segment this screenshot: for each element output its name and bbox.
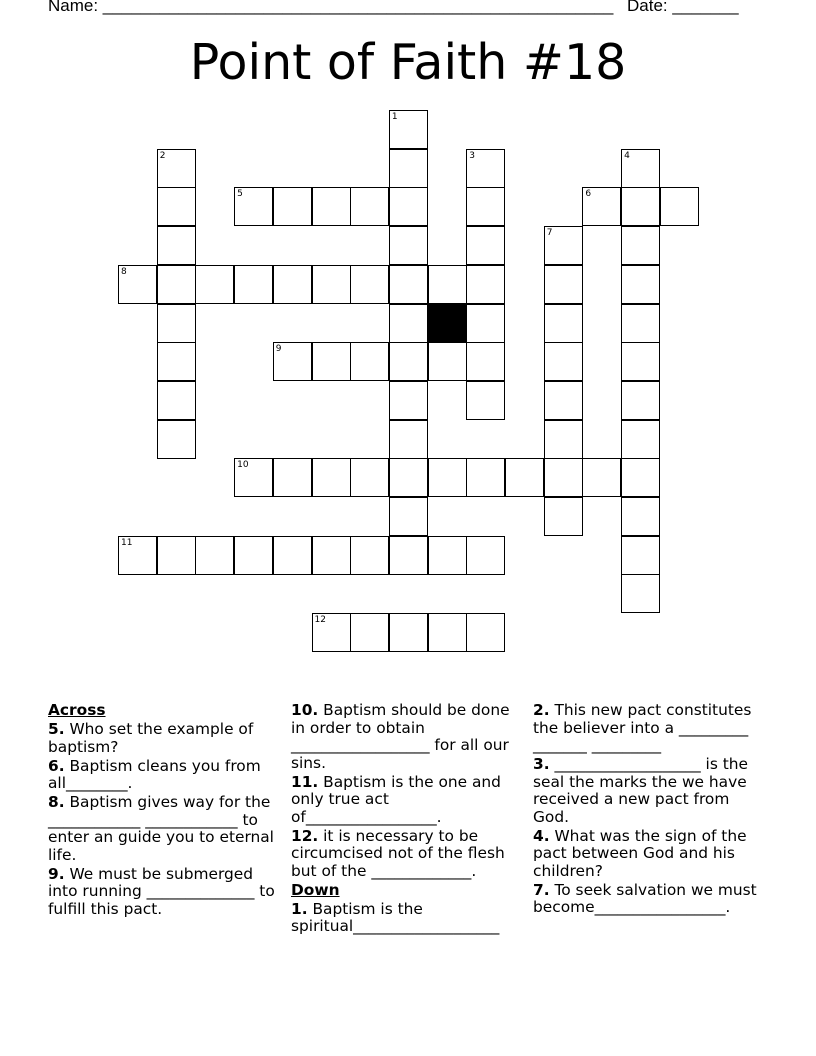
clue-text: We must be submerged into running ______________ to fulfill this pact.: [48, 864, 275, 918]
clue-number-label: 9.: [48, 864, 65, 883]
grid-cell: [389, 497, 428, 536]
date-field-label: Date: _______: [627, 0, 739, 15]
clue-item: [533, 828, 765, 881]
clue-number-label: 10.: [291, 701, 319, 719]
blocked-cell: [428, 304, 467, 343]
grid-cell: [312, 458, 351, 497]
grid-cell: [544, 265, 583, 304]
grid-cell: [273, 458, 312, 497]
clue-number: 2: [159, 150, 166, 161]
grid-cell: [466, 381, 505, 420]
clue-item: [291, 828, 523, 881]
grid-cell: [389, 613, 428, 652]
clue-item: [48, 866, 280, 919]
grid-cell: [350, 536, 389, 575]
grid-cell: [466, 265, 505, 304]
clue-text: Baptism cleans you from all________.: [48, 756, 261, 792]
clue-text: Baptism is the one and only true act of_________________.: [291, 772, 501, 826]
grid-cell: [544, 458, 583, 497]
clue-number-label: 8.: [48, 793, 65, 811]
grid-cell: [389, 304, 428, 343]
grid-cell: [273, 187, 312, 226]
grid-cell: [466, 536, 505, 575]
grid-cell: [428, 342, 467, 381]
grid-cell: [389, 265, 428, 304]
section-heading: Down: [291, 880, 340, 899]
grid-cell: [118, 536, 157, 575]
grid-cell: [621, 149, 660, 188]
clue-number-label: 4.: [533, 826, 550, 845]
clues-column-3: [533, 702, 765, 918]
grid-cell: [350, 265, 389, 304]
grid-cell: [157, 536, 196, 575]
grid-cell: [350, 458, 389, 497]
grid-cell: [544, 381, 583, 420]
grid-cell: [428, 613, 467, 652]
grid-cell: [234, 187, 273, 226]
clue-number: 4: [624, 150, 630, 161]
clues-column-2: [291, 702, 523, 937]
grid-cell: [544, 420, 583, 459]
grid-cell: [544, 342, 583, 381]
clue-number: 11: [121, 537, 133, 548]
grid-cell: [466, 613, 505, 652]
grid-cell: [389, 420, 428, 459]
clue-text: Baptism should be done in order to obtain __________________ for all our sins.: [291, 701, 510, 772]
page-title: Point of Faith #18: [189, 34, 627, 91]
grid-cell: [621, 420, 660, 459]
clue-number-label: 6.: [48, 756, 65, 775]
grid-cell: [466, 304, 505, 343]
clue-number-label: 11.: [291, 772, 319, 791]
clue-text: What was the sign of the pact between God and his children?: [533, 826, 747, 880]
clue-text: Who set the example of baptism?: [48, 720, 254, 756]
grid-cell: [312, 187, 351, 226]
clue-number-label: 3.: [533, 755, 550, 773]
grid-cell: [621, 226, 660, 265]
grid-cell: [350, 187, 389, 226]
grid-cell: [389, 458, 428, 497]
grid-cell: [389, 110, 428, 149]
grid-cell: [428, 536, 467, 575]
clue-number: 12: [314, 615, 326, 626]
section-heading: Across: [48, 701, 106, 719]
clue-text: Baptism gives way for the ____________ ____________ to enter an guide you to eternal life.: [48, 793, 274, 864]
clue-text: This new pact constitutes the believer into a _________ _______ _________: [533, 701, 752, 754]
clues-column-1: [48, 702, 280, 920]
grid-cell: [157, 265, 196, 304]
grid-cell: [621, 265, 660, 304]
grid-cell: [157, 381, 196, 420]
clue-item: [48, 794, 280, 864]
grid-cell: [660, 187, 699, 226]
name-field-label: Name: ______________________________________________________: [48, 0, 614, 15]
grid-cell: [312, 613, 351, 652]
clue-number: 1: [391, 112, 398, 122]
grid-cell: [428, 265, 467, 304]
grid-cell: [234, 265, 273, 304]
grid-cell: [273, 342, 312, 381]
clue-text: it is necessary to be circumcised not of the flesh but of the _____________.: [291, 826, 505, 880]
clue-item: [291, 774, 523, 827]
grid-cell: [157, 304, 196, 343]
grid-cell: [621, 381, 660, 420]
grid-cell: [157, 187, 196, 226]
clue-number: 9: [275, 344, 282, 355]
grid-cell: [273, 536, 312, 575]
grid-cell: [621, 458, 660, 497]
grid-cell: [195, 536, 234, 575]
grid-cell: [466, 342, 505, 381]
clue-item: [291, 901, 523, 936]
clue-item: [533, 882, 765, 917]
grid-cell: [466, 458, 505, 497]
grid-cell: [118, 265, 157, 304]
grid-cell: [428, 458, 467, 497]
grid-cell: [389, 381, 428, 420]
grid-cell: [544, 497, 583, 536]
grid-cell: [389, 226, 428, 265]
clue-number: 3: [469, 150, 476, 161]
clue-item: [48, 721, 280, 756]
grid-cell: [157, 149, 196, 188]
grid-cell: [389, 187, 428, 226]
grid-cell: [234, 458, 273, 497]
clue-item: [533, 756, 765, 826]
clue-number: 5: [237, 189, 243, 200]
grid-cell: [505, 458, 544, 497]
clue-number: 7: [546, 228, 553, 239]
grid-cell: [389, 536, 428, 575]
clue-number: 6: [585, 189, 592, 200]
clue-number: 10: [237, 460, 249, 471]
grid-cell: [466, 187, 505, 226]
grid-cell: [312, 265, 351, 304]
clue-item: [48, 758, 280, 793]
clue-text: To seek salvation we must become_________________.: [533, 880, 757, 916]
grid-cell: [544, 226, 583, 265]
grid-cell: [273, 265, 312, 304]
clue-number-label: 2.: [533, 701, 550, 719]
grid-cell: [157, 420, 196, 459]
grid-cell: [621, 574, 660, 613]
grid-cell: [195, 265, 234, 304]
clue-number-label: 1.: [291, 899, 308, 918]
clue-number: 8: [121, 266, 127, 277]
grid-cell: [544, 304, 583, 343]
grid-cell: [350, 613, 389, 652]
grid-cell: [621, 304, 660, 343]
clue-number-label: 7.: [533, 880, 550, 899]
clue-item: [533, 702, 765, 755]
clue-text: ___________________ is the seal the marks the we have received a new pact from God.: [533, 755, 749, 826]
grid-cell: [157, 226, 196, 265]
grid-cell: [234, 536, 273, 575]
grid-cell: [389, 149, 428, 188]
grid-cell: [621, 497, 660, 536]
grid-cell: [621, 187, 660, 226]
grid-cell: [157, 342, 196, 381]
grid-cell: [582, 187, 621, 226]
grid-cell: [621, 342, 660, 381]
grid-cell: [350, 342, 389, 381]
grid-cell: [582, 458, 621, 497]
clue-number-label: 12.: [291, 826, 319, 845]
clue-item: [291, 702, 523, 772]
grid-cell: [466, 149, 505, 188]
clue-number-label: 5.: [48, 720, 65, 738]
grid-cell: [466, 226, 505, 265]
grid-cell: [621, 536, 660, 575]
grid-cell: [312, 536, 351, 575]
grid-cell: [389, 342, 428, 381]
grid-cell: [312, 342, 351, 381]
clue-text: Baptism is the spiritual___________________: [291, 899, 500, 935]
